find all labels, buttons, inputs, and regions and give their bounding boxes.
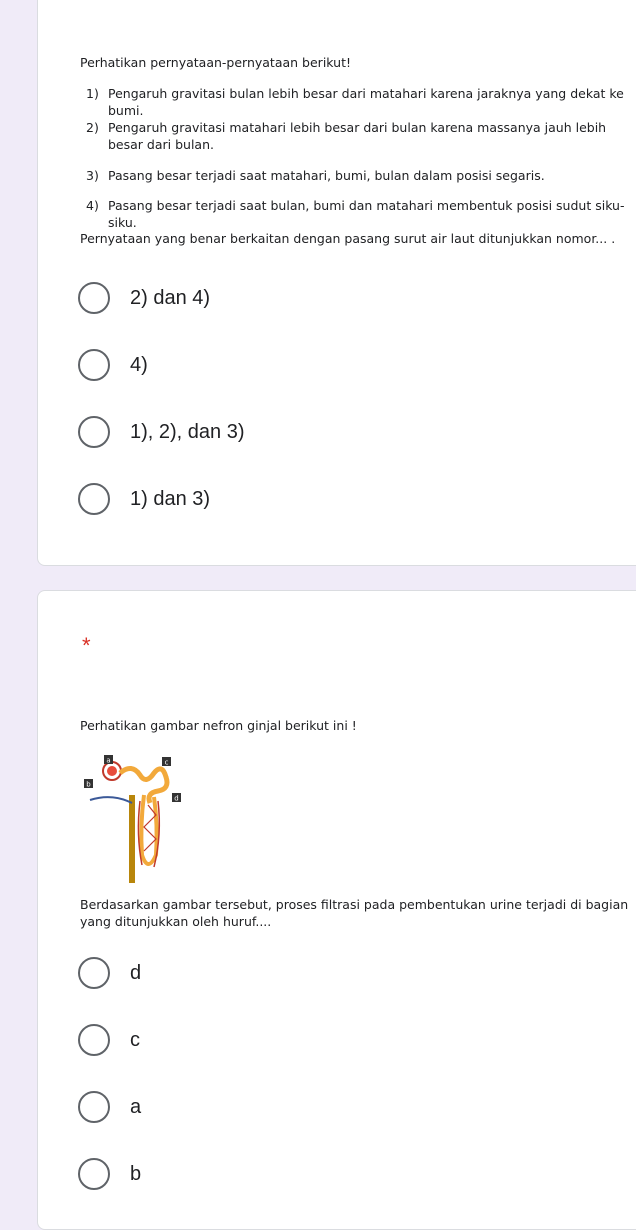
q1-option-1[interactable] bbox=[78, 278, 478, 318]
q1-option-4-label: 1) dan 3) bbox=[130, 487, 211, 510]
statement-2-text: Pengaruh gravitasi matahari lebih besar dari bulan karena massanya jauh lebih besar dari bulan. bbox=[108, 120, 607, 152]
label-a: a bbox=[106, 756, 111, 765]
q1-option-2-radio[interactable] bbox=[78, 349, 110, 381]
q2-option-3-label: a bbox=[130, 1095, 142, 1118]
q1-option-1-label: 2) dan 4) bbox=[130, 286, 211, 309]
statement-3 bbox=[86, 167, 634, 184]
nephron-figure bbox=[82, 755, 202, 885]
q2-option-1-radio[interactable] bbox=[78, 957, 110, 989]
statement-1 bbox=[86, 85, 634, 119]
required-asterisk: * bbox=[82, 633, 91, 658]
q2-option-4-radio[interactable] bbox=[78, 1158, 110, 1190]
q2-option-2-label: c bbox=[130, 1028, 140, 1051]
q1-option-3-radio[interactable] bbox=[78, 416, 110, 448]
q2-option-1-label: d bbox=[130, 961, 142, 984]
question-2-intro: Perhatikan gambar nefron ginjal berikut ini ! bbox=[80, 718, 357, 733]
label-d: d bbox=[174, 794, 179, 803]
statement-2-number: 2) bbox=[86, 120, 99, 135]
statement-2 bbox=[86, 119, 634, 153]
q1-option-3[interactable] bbox=[78, 412, 478, 452]
question-card-2 bbox=[37, 590, 636, 1230]
question-1-intro: Perhatikan pernyataan-pernyataan berikut! bbox=[80, 55, 351, 70]
statement-1-number: 1) bbox=[86, 86, 99, 101]
q1-option-3-label: 1), 2), dan 3) bbox=[130, 420, 245, 443]
q2-option-3-radio[interactable] bbox=[78, 1091, 110, 1123]
statement-1-text: Pengaruh gravitasi bulan lebih besar dari matahari karena jaraknya yang dekat ke bumi. bbox=[108, 86, 624, 118]
statement-4 bbox=[86, 197, 634, 231]
question-1-prompt: Pernyataan yang benar berkaitan dengan pasang surut air laut ditunjukkan nomor... . bbox=[80, 231, 616, 246]
nephron-diagram bbox=[82, 755, 202, 885]
q2-option-1[interactable] bbox=[78, 953, 478, 993]
statement-4-number: 4) bbox=[86, 198, 99, 213]
question-card-1 bbox=[37, 0, 636, 566]
q2-option-2-radio[interactable] bbox=[78, 1024, 110, 1056]
label-c: c bbox=[164, 758, 169, 767]
q1-option-4-radio[interactable] bbox=[78, 483, 110, 515]
statement-4-text: Pasang besar terjadi saat bulan, bumi dan matahari membentuk posisi sudut siku-siku. bbox=[108, 198, 625, 230]
q1-option-1-radio[interactable] bbox=[78, 282, 110, 314]
q1-option-2-label: 4) bbox=[130, 353, 148, 376]
statement-3-text: Pasang besar terjadi saat matahari, bumi, bulan dalam posisi segaris. bbox=[108, 168, 545, 183]
q2-option-4[interactable] bbox=[78, 1154, 478, 1194]
q2-option-3[interactable] bbox=[78, 1087, 478, 1127]
label-b: b bbox=[86, 780, 91, 789]
q1-option-4[interactable] bbox=[78, 479, 478, 519]
statement-3-number: 3) bbox=[86, 168, 99, 183]
question-2-prompt: Berdasarkan gambar tersebut, proses filtrasi pada pembentukan urine terjadi di bagian yang ditunjukkan oleh huruf.... bbox=[80, 897, 629, 929]
q2-option-4-label: b bbox=[130, 1162, 142, 1185]
q1-option-2[interactable] bbox=[78, 345, 478, 385]
q2-option-2[interactable] bbox=[78, 1020, 478, 1060]
